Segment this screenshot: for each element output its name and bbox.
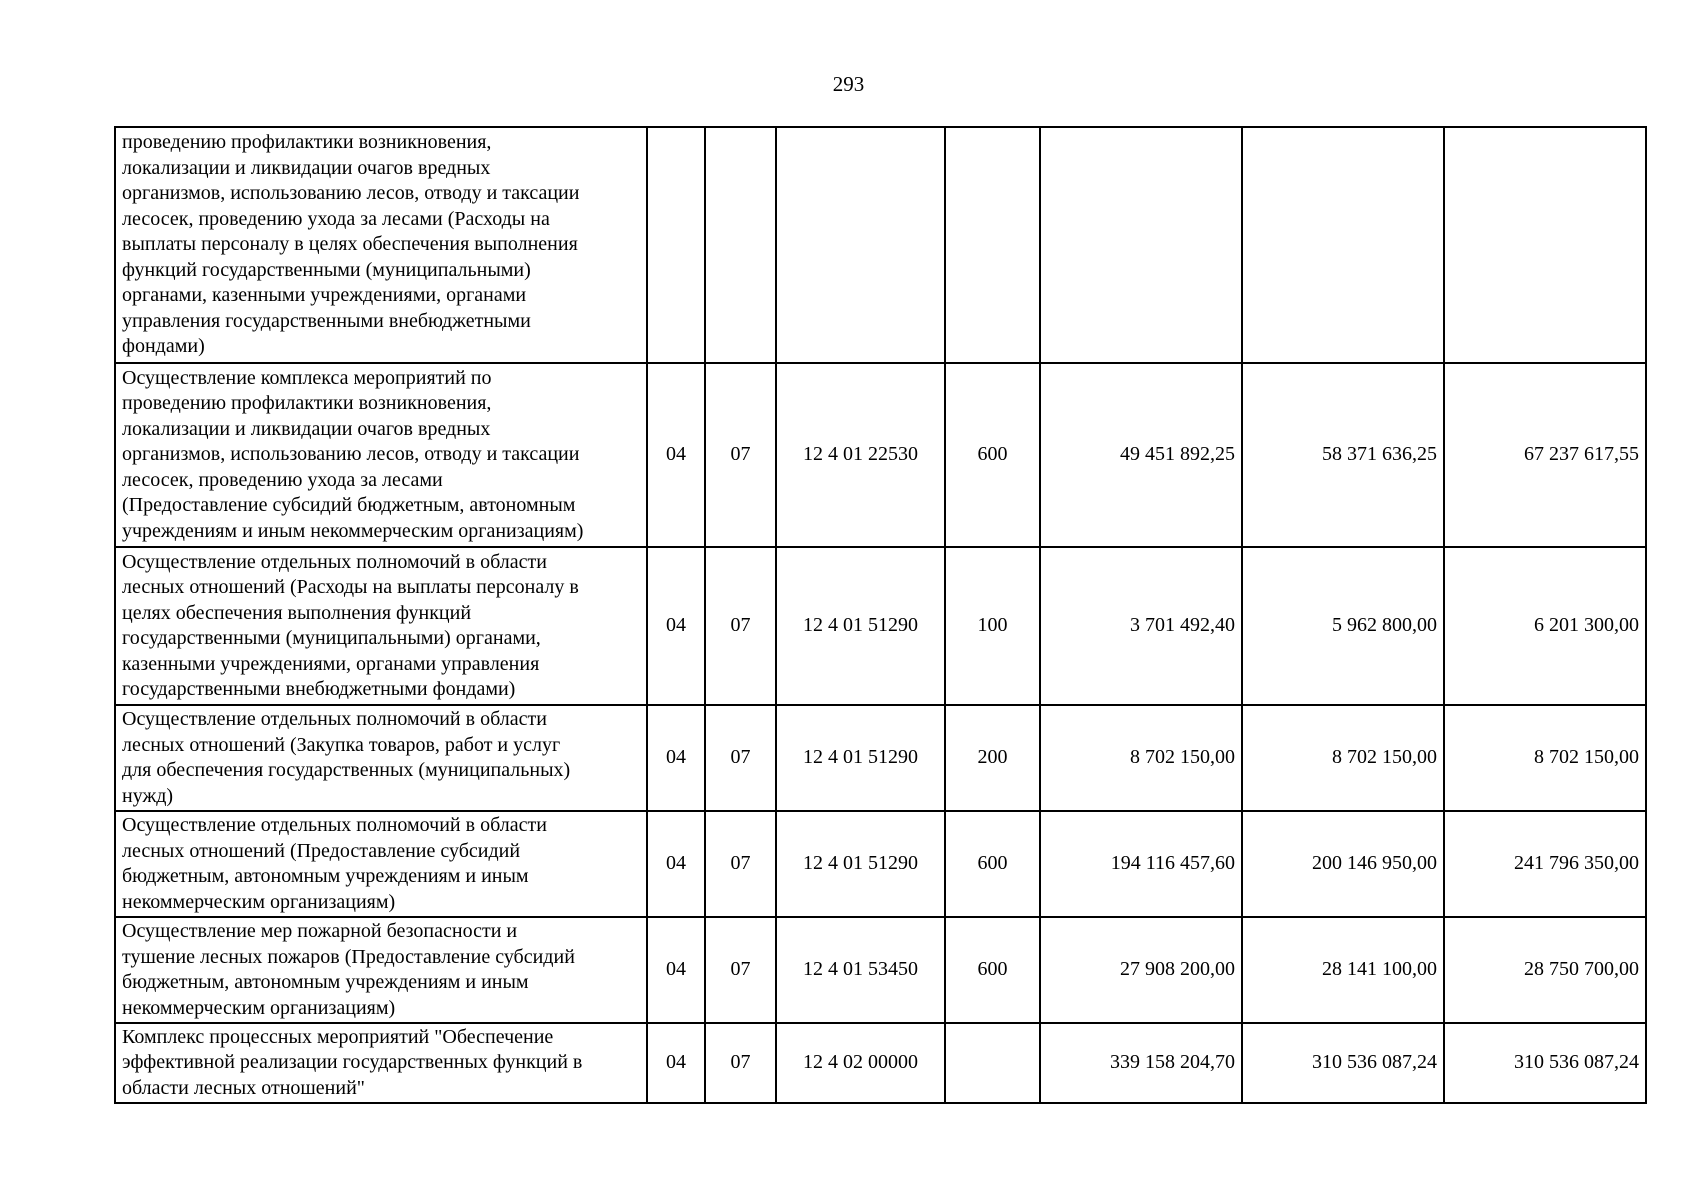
description-line: лесных отношений (Закупка товаров, работ и услуг xyxy=(122,733,561,756)
table-row xyxy=(115,363,1646,547)
amount-3-cell xyxy=(1444,127,1646,363)
subsection-cell: 07 xyxy=(705,547,776,705)
description-line: области лесных отношений" xyxy=(122,1076,365,1099)
description-cell xyxy=(115,811,647,917)
target-article-cell: 12 4 01 51290 xyxy=(776,547,945,705)
description-line: лесных отношений (Расходы на выплаты персоналу в xyxy=(122,576,579,598)
target-article-cell: 12 4 01 53450 xyxy=(776,917,945,1023)
subsection-cell: 07 xyxy=(705,705,776,811)
amount-3-cell: 241 796 350,00 xyxy=(1444,811,1646,917)
amount-2-cell: 310 536 087,24 xyxy=(1242,1023,1444,1103)
target-article-cell: 12 4 01 51290 xyxy=(776,705,945,811)
amount-3-cell: 310 536 087,24 xyxy=(1444,1023,1646,1103)
amount-2-cell: 58 371 636,25 xyxy=(1242,363,1444,547)
table-row xyxy=(115,705,1646,811)
description-line: Осуществление отдельных полномочий в области xyxy=(122,814,547,836)
description-line: Осуществление отдельных полномочий в области xyxy=(122,708,547,730)
description-line: (Предоставление субсидий бюджетным, автономным xyxy=(122,494,576,517)
target-article-cell: 12 4 01 22530 xyxy=(776,363,945,547)
description-line: Осуществление отдельных полномочий в области xyxy=(122,550,547,573)
description-line: локализации и ликвидации очагов вредных xyxy=(122,417,491,440)
description-line: лесосек, проведению ухода за лесами (Расходы на xyxy=(122,207,550,230)
expense-type-cell xyxy=(945,127,1040,363)
description-cell xyxy=(115,917,647,1023)
section-cell: 04 xyxy=(647,917,705,1023)
description-line: локализации и ликвидации очагов вредных xyxy=(122,156,491,179)
expense-type-cell: 600 xyxy=(945,363,1040,547)
section-cell: 04 xyxy=(647,547,705,705)
expense-type-cell xyxy=(945,1023,1040,1103)
amount-1-cell xyxy=(1040,127,1242,363)
description-line: организмов, использованию лесов, отводу и таксации xyxy=(122,182,580,205)
expense-type-cell: 600 xyxy=(945,811,1040,917)
table-row xyxy=(115,811,1646,917)
amount-1-cell: 339 158 204,70 xyxy=(1040,1023,1242,1103)
expense-type-cell: 200 xyxy=(945,705,1040,811)
table-row xyxy=(115,127,1646,363)
amount-1-cell: 27 908 200,00 xyxy=(1040,917,1242,1023)
description-line: лесных отношений (Предоставление субсидий xyxy=(122,839,521,862)
section-cell: 04 xyxy=(647,811,705,917)
description-line: эффективной реализации государственных функций в xyxy=(122,1051,583,1074)
table-row xyxy=(115,547,1646,705)
description-line: управления государственными внебюджетными xyxy=(122,309,531,332)
table-row xyxy=(115,917,1646,1023)
amount-3-cell: 28 750 700,00 xyxy=(1444,917,1646,1023)
description-line: бюджетным, автономным учреждениям и иным xyxy=(122,971,529,993)
section-cell: 04 xyxy=(647,705,705,811)
description-line: выплаты персоналу в целях обеспечения выполнения xyxy=(122,233,578,256)
section-cell: 04 xyxy=(647,363,705,547)
description-cell xyxy=(115,1023,647,1103)
description-cell xyxy=(115,127,647,363)
description-line: организмов, использованию лесов, отводу и таксации xyxy=(122,443,580,466)
amount-2-cell: 8 702 150,00 xyxy=(1242,705,1444,811)
section-cell: 04 xyxy=(647,1023,705,1103)
description-line: учреждениям и иным некоммерческим организациям) xyxy=(122,519,584,542)
table-body xyxy=(115,127,1646,1103)
description-line: казенными учреждениями, органами управления xyxy=(122,652,540,675)
description-line: Осуществление мер пожарной безопасности и xyxy=(122,920,518,942)
budget-table xyxy=(114,126,1647,1104)
amount-1-cell: 194 116 457,60 xyxy=(1040,811,1242,917)
target-article-cell: 12 4 02 00000 xyxy=(776,1023,945,1103)
description-line: функций государственными (муниципальными) xyxy=(122,258,531,281)
target-article-cell xyxy=(776,127,945,363)
description-line: тушение лесных пожаров (Предоставление субсидий xyxy=(122,945,575,968)
description-line: для обеспечения государственных (муниципальных) xyxy=(122,759,571,781)
description-line: фондами) xyxy=(122,335,205,358)
amount-1-cell: 3 701 492,40 xyxy=(1040,547,1242,705)
subsection-cell: 07 xyxy=(705,363,776,547)
description-line: некоммерческим организациям) xyxy=(122,996,396,1019)
description-cell xyxy=(115,547,647,705)
amount-2-cell xyxy=(1242,127,1444,363)
amount-2-cell: 200 146 950,00 xyxy=(1242,811,1444,917)
description-line: Осуществление комплекса мероприятий по xyxy=(122,366,492,389)
amount-1-cell: 49 451 892,25 xyxy=(1040,363,1242,547)
description-line: государственными (муниципальными) органами, xyxy=(122,627,541,649)
subsection-cell: 07 xyxy=(705,1023,776,1103)
description-line: нужд) xyxy=(122,784,174,807)
expense-type-cell: 600 xyxy=(945,917,1040,1023)
description-line: проведению профилактики возникновения, xyxy=(122,392,492,415)
subsection-cell xyxy=(705,127,776,363)
amount-2-cell: 28 141 100,00 xyxy=(1242,917,1444,1023)
description-line: проведению профилактики возникновения, xyxy=(122,131,492,154)
description-line: лесосек, проведению ухода за лесами xyxy=(122,468,443,491)
amount-3-cell: 8 702 150,00 xyxy=(1444,705,1646,811)
description-line: бюджетным, автономным учреждениям и иным xyxy=(122,865,529,887)
description-line: некоммерческим организациям) xyxy=(122,890,396,913)
page-number: 293 xyxy=(832,72,865,96)
table-row xyxy=(115,1023,1646,1103)
description-cell xyxy=(115,363,647,547)
amount-3-cell: 6 201 300,00 xyxy=(1444,547,1646,705)
section-cell xyxy=(647,127,705,363)
description-line: государственными внебюджетными фондами) xyxy=(122,678,516,700)
subsection-cell: 07 xyxy=(705,811,776,917)
amount-1-cell: 8 702 150,00 xyxy=(1040,705,1242,811)
expense-type-cell: 100 xyxy=(945,547,1040,705)
description-line: органами, казенными учреждениями, органами xyxy=(122,284,527,307)
target-article-cell: 12 4 01 51290 xyxy=(776,811,945,917)
description-line: целях обеспечения выполнения функций xyxy=(122,601,472,624)
description-line: Комплекс процессных мероприятий "Обеспечение xyxy=(122,1025,554,1048)
subsection-cell: 07 xyxy=(705,917,776,1023)
description-cell xyxy=(115,705,647,811)
amount-2-cell: 5 962 800,00 xyxy=(1242,547,1444,705)
amount-3-cell: 67 237 617,55 xyxy=(1444,363,1646,547)
